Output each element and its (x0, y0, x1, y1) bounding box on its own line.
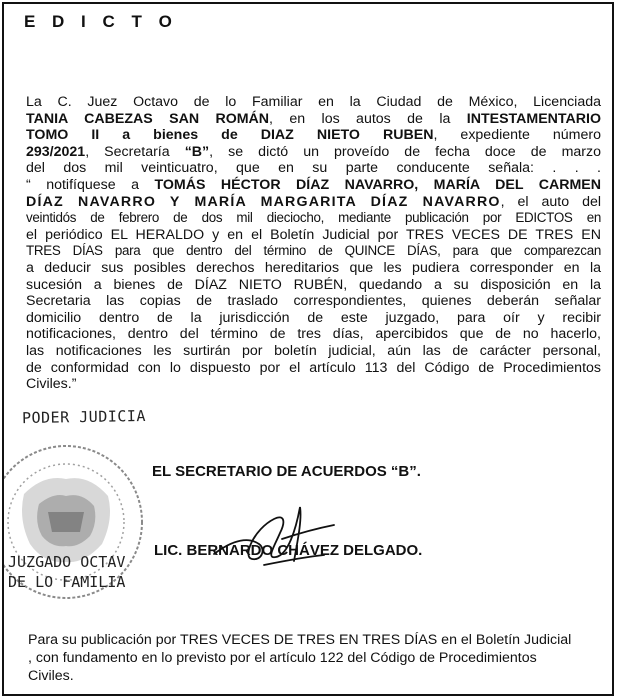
signer-name: LIC. BERNARDO CHÁVEZ DELGADO. (154, 542, 423, 559)
body-line (26, 310, 601, 327)
signer-title: EL SECRETARIO DE ACUERDOS “B”. (152, 463, 421, 480)
body-line (26, 293, 601, 310)
body-text-segment: TRES DÍAS para que dentro del término de QUINCE DÍAS, para que comparezcan (26, 243, 601, 259)
body-bold-text: DÍAZ NAVARRO Y MARÍA MARGARITA DÍAZ NAVARRO (26, 193, 501, 210)
body-bold-text: “B” (184, 143, 210, 160)
court-seal-icon (4, 404, 154, 634)
body-bold-text: 293/2021 (26, 143, 86, 160)
body-line (26, 360, 601, 377)
body-text-segment: el periódico EL HERALDO y en el Boletín Judicial por TRES VECES DE TRES EN (26, 226, 601, 243)
body-text-segment: notificaciones, dentro del término de tres días, apercibidos que de no hacerlo, (26, 326, 601, 343)
body-text-segment: , se dictó un proveído de fecha doce de marzo (209, 143, 601, 160)
body-text-segment: sucesión a bienes de DÍAZ NIETO RUBÉN, quedando a su disposición en la (26, 276, 601, 293)
body-line (26, 127, 601, 144)
body-text-segment: , el auto del (500, 193, 602, 210)
document-title: E D I C T O (24, 12, 178, 31)
body-line (26, 160, 601, 177)
body-line (26, 326, 601, 343)
body-text-segment: de conformidad con lo dispuesto por el artículo 113 del Código de Procedimientos (26, 359, 601, 376)
body-bold-text: TOMÁS HÉCTOR DÍAZ NAVARRO, MARÍA DEL CARMEN (154, 176, 601, 193)
body-line (26, 144, 601, 161)
body-line (26, 376, 601, 393)
body-line (26, 177, 601, 194)
body-text-segment: “ notifíquese a (26, 176, 155, 193)
body-line (26, 111, 601, 128)
body-text-segment: , Secretaría (85, 143, 185, 160)
body-text-segment: las notificaciones les surtirán por boletín judicial, aún las de carácter personal, (26, 342, 601, 359)
body-bold-text: INTESTAMENTARIO (466, 110, 601, 127)
body-line (26, 277, 601, 294)
footer-line1: Para su publicación por TRES VECES DE TRES EN TRES DÍAS en el Boletín Judicial (28, 632, 572, 648)
publication-footer (28, 631, 610, 685)
seal-bottom-line1: JUZGADO OCTAV (8, 553, 126, 571)
body-bold-text: TOMO II a bienes de DIAZ NIETO RUBEN (26, 127, 434, 144)
footer-line2: , con fundamento en lo previsto por el artículo 122 del Código de Procedimientos (28, 650, 537, 666)
body-text-segment: Civiles.” (26, 376, 77, 393)
body-text-segment: del dos mil veinticuatro, que en su parte conducente señala: . . . (26, 160, 601, 177)
edict-document (2, 2, 614, 696)
body-text-segment: domicilio dentro de la jurisdicción de este juzgado, para oír y recibir (26, 309, 601, 326)
footer-line3: Civiles. (28, 668, 74, 684)
body-line (26, 260, 601, 277)
seal-bottom-line2: DE LO FAMILIA (8, 573, 126, 591)
body-line (26, 210, 601, 227)
body-line (26, 243, 601, 260)
body-line (26, 194, 601, 211)
body-bold-text: TANIA CABEZAS SAN ROMÁN (26, 110, 270, 127)
body-text-segment: La C. Juez Octavo de lo Familiar en la Ciudad de México, Licenciada (26, 94, 601, 110)
body-line (26, 94, 601, 111)
edict-body (26, 94, 601, 393)
handwritten-signature-icon (204, 499, 344, 579)
seal-bottom-text (8, 552, 125, 592)
body-text-segment: a deducir sus posibles derechos hereditarios que les pudiera corresponder en la (26, 259, 601, 276)
body-text-segment: Secretaria las copias de traslado correspondientes, quienes deberán señalar (26, 293, 601, 310)
seal-top-text: PODER JUDICIA (21, 406, 147, 428)
body-text-segment: , expediente número (433, 127, 601, 144)
body-text-segment: , en los autos de la (269, 110, 467, 127)
body-text-segment: veintidós de febrero de dos mil dieciocho, mediante publicación por EDICTOS en (26, 210, 601, 226)
body-line (26, 343, 601, 360)
body-line (26, 227, 601, 244)
